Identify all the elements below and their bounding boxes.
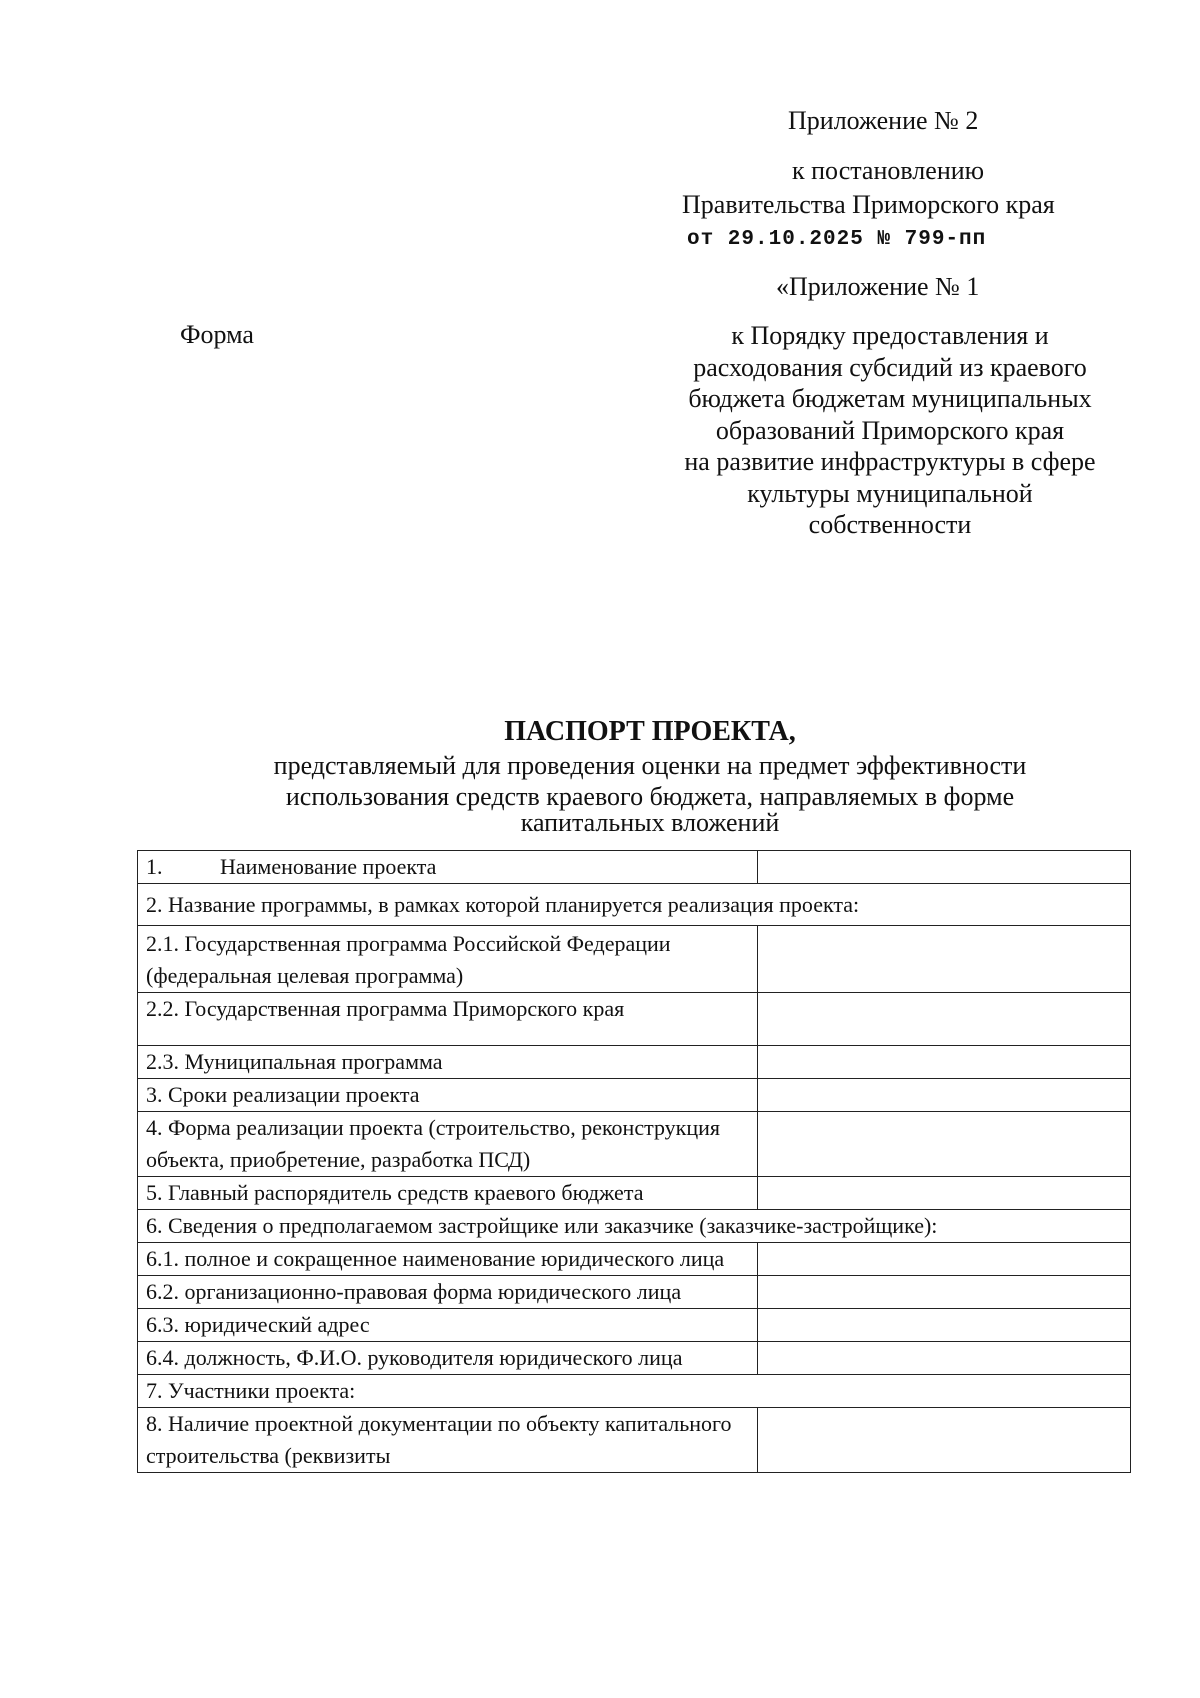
row-value-cell[interactable] (758, 1276, 1131, 1309)
row-value-cell[interactable] (758, 1046, 1131, 1079)
row-value-cell[interactable] (758, 851, 1131, 884)
subtitle-line: представляемый для проведения оценки на предмет эффективности (273, 751, 1027, 780)
row-section-label: 7. Участники проекта: (138, 1375, 1131, 1408)
row-label: 6.4. должность, Ф.И.О. руководителя юридического лица (138, 1342, 758, 1375)
row-label: 2.3. Муниципальная программа (138, 1046, 758, 1079)
table-row (138, 926, 1131, 993)
appendix-2-heading: Приложение № 2 (788, 106, 979, 135)
row-value-cell[interactable] (758, 1243, 1131, 1276)
row-section-label: 6. Сведения о предполагаемом застройщике или заказчике (заказчике-застройщике): (138, 1210, 1131, 1243)
procedure-line: на развитие инфраструктуры в сфере (684, 447, 1096, 476)
row-value-cell[interactable] (758, 926, 1131, 993)
table-row (138, 1046, 1131, 1079)
subtitle-line: капитальных вложений (520, 808, 780, 837)
procedure-line: к Порядку предоставления и (731, 321, 1049, 350)
row-number: 1. (146, 854, 163, 879)
doc-date-number: от 29.10.2025 № 799-пп (687, 228, 987, 251)
passport-title: ПАСПОРТ ПРОЕКТА, (504, 716, 796, 747)
procedure-line: собственности (808, 510, 972, 539)
row-label: 6.1. полное и сокращенное наименование юридического лица (138, 1243, 758, 1276)
row-value-cell[interactable] (758, 993, 1131, 1046)
table-row (138, 1112, 1131, 1177)
row-section-label: 2. Название программы, в рамках которой планируется реализация проекта: (138, 884, 1131, 926)
row-value-cell[interactable] (758, 1408, 1131, 1473)
row-label-text: Наименование проекта (220, 854, 437, 879)
appendix-1-heading: «Приложение № 1 (776, 272, 980, 301)
row-label: 6.3. юридический адрес (138, 1309, 758, 1342)
table-row (138, 1079, 1131, 1112)
row-label: 3. Сроки реализации проекта (138, 1079, 758, 1112)
procedure-line: культуры муниципальной (747, 478, 1033, 508)
to-resolution-line: к постановлению (792, 156, 985, 185)
table-row (138, 884, 1131, 926)
table-row (138, 1309, 1131, 1342)
table-row (138, 1177, 1131, 1210)
table-row (138, 851, 1131, 884)
row-label: 6.2. организационно-правовая форма юридического лица (138, 1276, 758, 1309)
row-value-cell[interactable] (758, 1309, 1131, 1342)
table-row (138, 1276, 1131, 1309)
table-row (138, 1375, 1131, 1408)
procedure-line: расходования субсидий из краевого (693, 352, 1087, 382)
row-label (138, 851, 758, 884)
row-label: 2.2. Государственная программа Приморского края (138, 993, 758, 1046)
table-row (138, 1210, 1131, 1243)
row-label: 8. Наличие проектной документации по объекту капитального строительства (реквизиты (138, 1408, 758, 1473)
procedure-line: бюджета бюджетам муниципальных (688, 384, 1092, 413)
government-line: Правительства Приморского края (682, 190, 1055, 219)
table-row (138, 993, 1131, 1046)
table-row (138, 1243, 1131, 1276)
row-label: 5. Главный распорядитель средств краевого бюджета (138, 1177, 758, 1210)
row-value-cell[interactable] (758, 1112, 1131, 1177)
table-row (138, 1408, 1131, 1473)
row-label: 2.1. Государственная программа Российской Федерации (федеральная целевая программа) (138, 926, 758, 993)
table-row (138, 1342, 1131, 1375)
subtitle-line: использования средств краевого бюджета, направляемых в форме (285, 782, 1015, 811)
procedure-line: образований Приморского края (715, 415, 1065, 445)
passport-table (137, 850, 1131, 1473)
row-label: 4. Форма реализации проекта (строительство, реконструкция объекта, приобретение, разработка ПСД) (138, 1112, 758, 1177)
row-value-cell[interactable] (758, 1177, 1131, 1210)
procedure-block (640, 320, 1140, 541)
row-value-cell[interactable] (758, 1342, 1131, 1375)
form-label: Форма (180, 320, 254, 349)
row-value-cell[interactable] (758, 1079, 1131, 1112)
subtitle-block (130, 750, 1170, 837)
title-block (100, 716, 1200, 748)
